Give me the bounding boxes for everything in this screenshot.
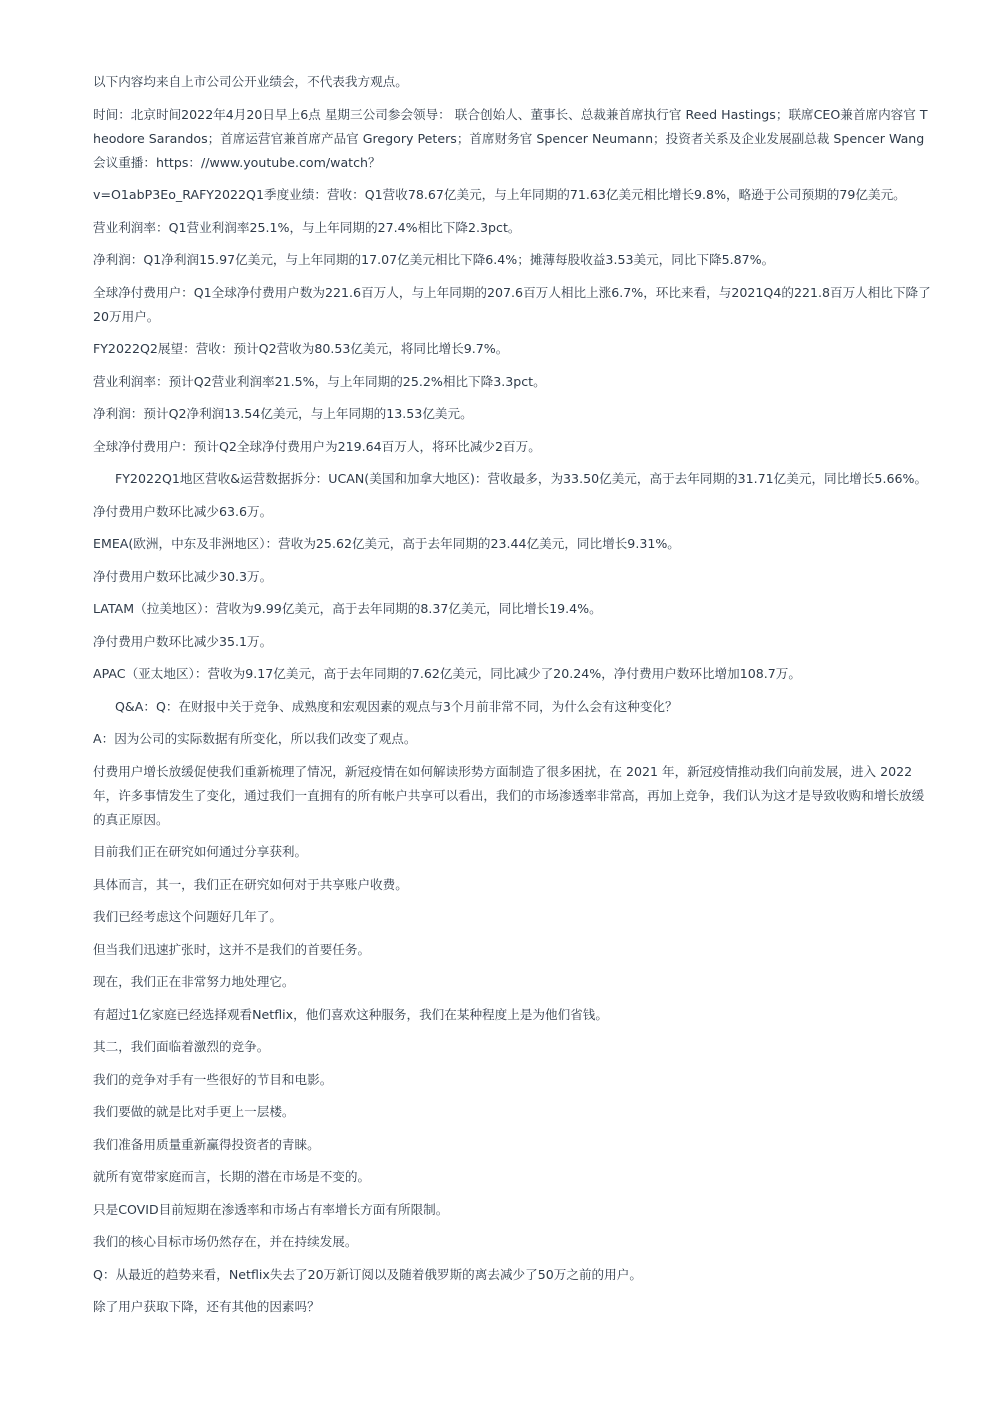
qa-question-paragraph: Q&A：Q：在财报中关于竞争、成熟度和宏观因素的观点与3个月前非常不同，为什么会有这种变化？ (115, 698, 678, 714)
core-market-paragraph: 我们的核心目标市场仍然存在，并在持续发展。 (93, 1234, 358, 1249)
emea-subscribers-paragraph: 净付费用户数环比减少30.3万。 (93, 568, 273, 584)
competition-paragraph: 其二，我们面临着激烈的竞争。 (93, 1039, 270, 1054)
q2-outlook-revenue-paragraph: FY2022Q2展望：营收：预计Q2营收为80.53亿美元，将同比增长9.7%。 (93, 341, 509, 356)
q1-operating-margin-paragraph: 营业利润率：Q1营业利润率25.1%，与上年同期的27.4%相比下降2.3pct。 (93, 219, 521, 235)
regional-apac-paragraph: APAC（亚太地区）：营收为9.17亿美元，高于去年同期的7.62亿美元，同比减少了20.24%，净付费用户数环比增加108.7万。 (93, 666, 801, 681)
regional-ucan-paragraph: FY2022Q1地区营收&运营数据拆分：UCAN(美国和加拿大地区)：营收最多，为33.50亿美元，高于去年同期的31.71亿美元，同比增长5.66%。 (115, 471, 928, 486)
q2-outlook-margin-paragraph: 营业利润率：预计Q2营业利润率21.5%，与上年同期的25.2%相比下降3.3pct。 (93, 373, 546, 389)
document-body (93, 70, 935, 1328)
not-priority-paragraph: 但当我们迅速扩张时，这并不是我们的首要任务。 (93, 941, 371, 957)
ucan-subscribers-paragraph: 净付费用户数环比减少63.6万。 (93, 503, 273, 519)
q1-revenue-paragraph: v=O1abP3Eo_RAFY2022Q1季度业绩：营收：Q1营收78.67亿美元，与上年同期的71.63亿美元相比增长9.8%，略逊于公司预期的79亿美元。 (93, 187, 906, 202)
russia-question-paragraph: Q：从最近的趋势来看，Netflix失去了20万新订阅以及随着俄罗斯的离去减少了50万之前的用户。 (93, 1266, 642, 1282)
growth-slowdown-paragraph: 付费用户增长放缓促使我们重新梳理了情况，新冠疫情在如何解读形势方面制造了很多困扰，在 2021 年，新冠疫情推动我们向前发展，进入 2022 年，许多事情发生了变化，通过我们一直拥有的所有帐户共享可以看出，我们的市场渗透率非常高，再加上竞争，我们认为这才是导致收购和增长放缓的真正原因。 (93, 763, 925, 827)
competitor-shows-paragraph: 我们的竞争对手有一些很好的节目和电影。 (93, 1071, 333, 1087)
q2-outlook-net-income-paragraph: 净利润：预计Q2净利润13.54亿美元，与上年同期的13.53亿美元。 (93, 406, 473, 421)
shared-account-fee-paragraph: 具体而言，其一，我们正在研究如何对于共享账户收费。 (93, 876, 408, 892)
q1-net-income-paragraph: 净利润：Q1净利润15.97亿美元，与上年同期的17.07亿美元相比下降6.4%；摊薄每股收益3.53美元，同比下降5.87%。 (93, 252, 775, 267)
quality-investors-paragraph: 我们准备用质量重新赢得投资者的青睐。 (93, 1136, 320, 1152)
households-paragraph: 有超过1亿家庭已经选择观看Netflix，他们喜欢这种服务，我们在某种程度上是为他们省钱。 (93, 1006, 608, 1022)
q2-outlook-subscribers-paragraph: 全球净付费用户：预计Q2全球净付费用户为219.64百万人，将环比减少2百万。 (93, 438, 541, 454)
regional-latam-paragraph: LATAM（拉美地区）：营收为9.99亿美元，高于去年同期的8.37亿美元，同比增长19.4%。 (93, 601, 602, 616)
disclaimer-paragraph: 以下内容均来自上市公司公开业绩会，不代表我方观点。 (93, 74, 408, 89)
q1-subscribers-paragraph: 全球净付费用户：Q1全球净付费用户数为221.6百万人，与上年同期的207.6百万人相比上涨6.7%，环比来看，与2021Q4的221.8百万人相比下降了20万用户。 (93, 284, 931, 324)
meeting-info-paragraph: 时间：北京时间2022年4月20日早上6点 星期三公司参会领导： 联合创始人、董事长、总裁兼首席执行官 Reed Hastings；联席CEO兼首席内容官 Theodore Sarandos；首席运营官兼首席产品官 Gregory Peters；首席财务官 Spencer Neumann；投资者关系及企业发展副总裁 Spencer Wang会议重播：https：//www.youtube.com/watch？ (93, 106, 928, 170)
regional-emea-paragraph: EMEA(欧洲，中东及非洲地区）：营收为25.62亿美元，高于去年同期的23.44亿美元，同比增长9.31%。 (93, 536, 680, 551)
years-considering-paragraph: 我们已经考虑这个问题好几年了。 (93, 909, 282, 924)
other-factors-question-paragraph: 除了用户获取下降，还有其他的因素吗？ (93, 1299, 320, 1314)
better-than-rivals-paragraph: 我们要做的就是比对手更上一层楼。 (93, 1104, 295, 1119)
working-hard-paragraph: 现在，我们正在非常努力地处理它。 (93, 974, 295, 989)
long-term-market-paragraph: 就所有宽带家庭而言，长期的潜在市场是不变的。 (93, 1169, 371, 1184)
qa-answer-paragraph: A：因为公司的实际数据有所变化，所以我们改变了观点。 (93, 731, 417, 746)
latam-subscribers-paragraph: 净付费用户数环比减少35.1万。 (93, 633, 273, 649)
sharing-monetization-paragraph: 目前我们正在研究如何通过分享获利。 (93, 844, 308, 859)
covid-limit-paragraph: 只是COVID目前短期在渗透率和市场占有率增长方面有所限制。 (93, 1201, 449, 1217)
